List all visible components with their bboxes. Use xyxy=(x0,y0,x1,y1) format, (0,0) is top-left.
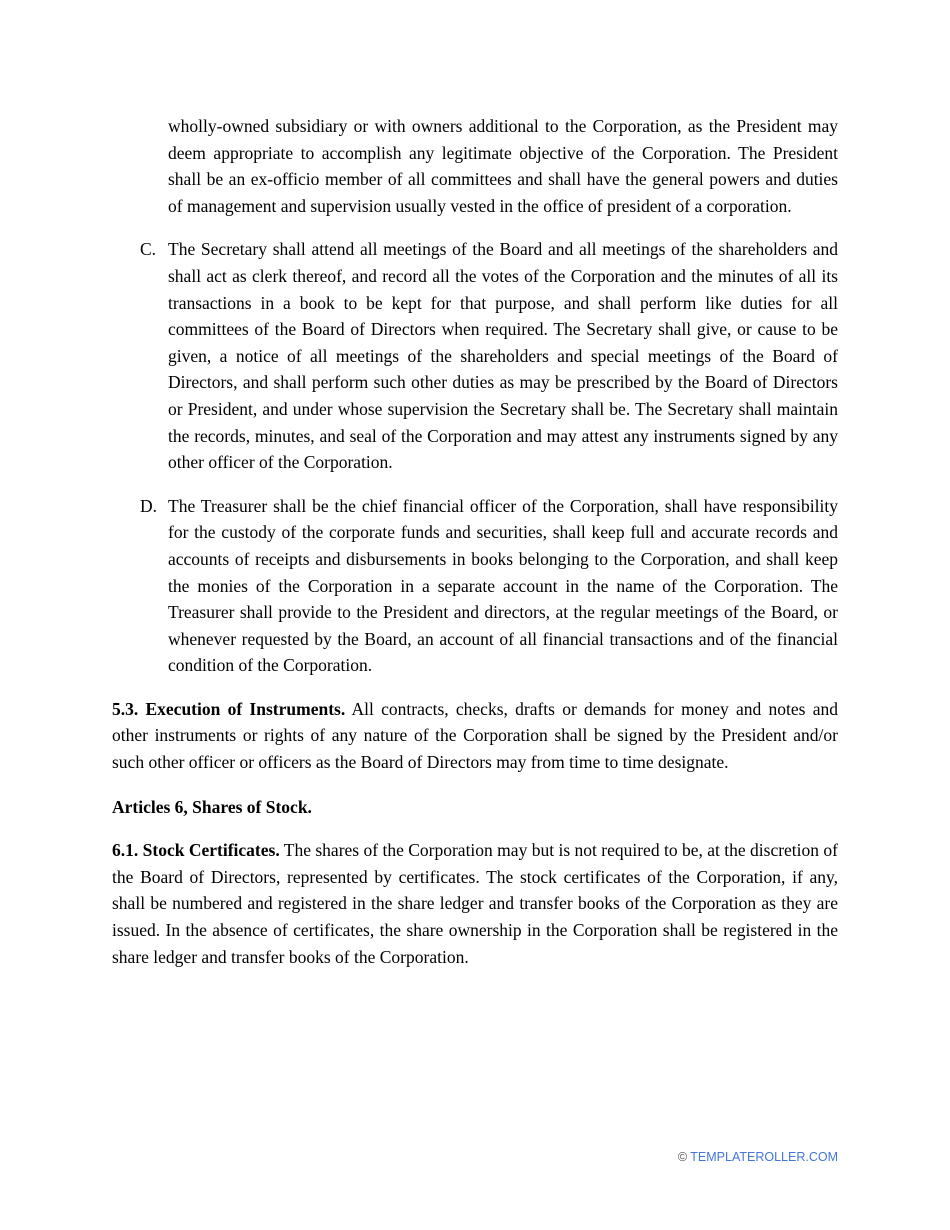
list-item-d-text: The Treasurer shall be the chief financial officer of the Corporation, shall have responsibility for the custody of the corporate funds and securities, shall keep full and accurate records and accounts of receipts and disbursements in books belonging to the Corporation, and shall keep the monies of the Corporation in a separate account in the name of the Corporation. The Treasurer shall provide to the President and directors, at the regular meetings of the Board, or whenever requested by the Board, an account of all financial transactions and of the financial condition of the Corporation. xyxy=(168,495,838,676)
list-marker-c: C. xyxy=(140,239,157,260)
templateroller-link[interactable]: TEMPLATEROLLER.COM xyxy=(690,1150,838,1164)
list-item-d xyxy=(112,493,838,679)
list-item-c-text: The Secretary shall attend all meetings of the Board and all meetings of the shareholders and shall act as clerk thereof, and record all the votes of the Corporation and the minutes of all its transactions in a book to be kept for that purpose, and shall perform like duties for all committees of the Board of Directors when required. The Secretary shall give, or cause to be given, a notice of all meetings of the shareholders and special meetings of the Board of Directors, and shall perform such other duties as may be prescribed by the Board of Directors or President, and under whose supervision the Secretary shall be. The Secretary shall maintain the records, minutes, and seal of the Corporation and may attest any instruments signed by any other officer of the Corporation. xyxy=(168,239,838,473)
paragraph-president-duties-continuation: wholly-owned subsidiary or with owners additional to the Corporation, as the President may deem appropriate to accomplish any legitimate objective of the Corporation. The President shall be an ex-officio member of all committees and shall have the general powers and duties of management and supervision usually vested in the office of president of a corporation. xyxy=(168,116,838,216)
section-5-3-paragraph xyxy=(112,696,838,776)
article-6-heading: Articles 6, Shares of Stock. xyxy=(112,796,312,817)
page-footer xyxy=(678,1148,838,1166)
section-6-1-heading: 6.1. Stock Certificates. xyxy=(112,840,280,861)
section-5-3-body: All contracts, checks, drafts or demands for money and notes and other instruments or rights of any nature of the Corporation shall be signed by the President and/or such other officer or officers as the Board of Directors may from time to time designate. xyxy=(112,698,839,773)
section-5-3-heading: 5.3. Execution of Instruments. xyxy=(112,698,346,719)
copyright-icon: © xyxy=(677,1150,688,1164)
section-6-1-body: The shares of the Corporation may but is not required to be, at the discretion of the Board of Directors, represented by certificates. The stock certificates of the Corporation, if any, shall be numbered and registered in the share ledger and transfer books of the Corporation as they are issued. In the absence of certificates, the share ownership in the Corporation shall be registered in the share ledger and transfer books of the Corporation. xyxy=(112,840,839,967)
section-6-1-paragraph xyxy=(112,837,838,970)
list-marker-d: D. xyxy=(140,495,158,516)
list-item-c xyxy=(112,236,838,475)
